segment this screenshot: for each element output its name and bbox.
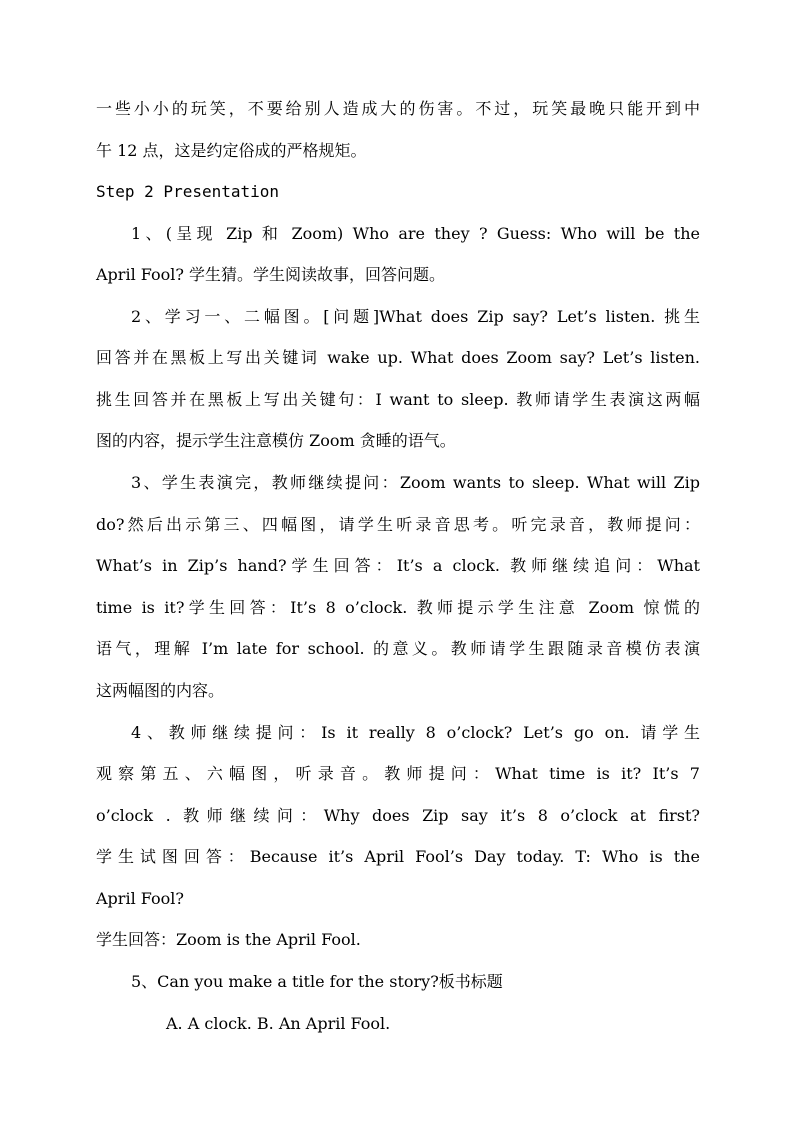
text-line: 2、学习一、二幅图。[问题]What does Zip say? Let’s listen. 挑生 xyxy=(131,307,700,326)
section-heading: Step 2 Presentation xyxy=(96,182,280,201)
text-line: 1、(呈现 Zip 和 Zoom) Who are they ? Guess: Who will be the xyxy=(131,224,700,243)
text-line: 图的内容，提示学生注意模仿 Zoom 贪睡的语气。 xyxy=(96,431,456,450)
text-line: 这两幅图的内容。 xyxy=(96,681,225,700)
text-line: 3、学生表演完，教师继续提问：Zoom wants to sleep. What will Zip xyxy=(131,473,700,492)
text-line: 语气，理解 I’m late for school. 的意义。教师请学生跟随录音模仿表演 xyxy=(96,639,700,658)
text-line: do?然后出示第三、四幅图，请学生听录音思考。听完录音，教师提问： xyxy=(96,515,700,534)
text-line: time is it?学生回答：It’s 8 o’clock. 教师提示学生注意 Zoom 惊慌的 xyxy=(96,598,700,617)
text-line: o’clock . 教师继续问：Why does Zip say it’s 8 o’clock at first? xyxy=(96,806,700,825)
text-line: 回答并在黑板上写出关键词 wake up. What does Zoom say? Let’s listen. xyxy=(96,348,700,367)
text-line: 学生试图回答：Because it’s April Fool’s Day today. T: Who is the xyxy=(96,847,700,866)
text-line: 5、Can you make a title for the story?板书标题 xyxy=(131,972,503,991)
text-line: 观察第五、六幅图，听录音。教师提问：What time is it? It’s 7 xyxy=(96,764,700,783)
text-line: April Fool? xyxy=(96,889,184,908)
text-line: 午 12 点，这是约定俗成的严格规矩。 xyxy=(96,141,367,160)
text-line: 学生回答：Zoom is the April Fool. xyxy=(96,930,361,949)
text-line: 4、教师继续提问：Is it really 8 o’clock? Let’s go on. 请学生 xyxy=(131,723,700,742)
text-line: What’s in Zip’s hand?学生回答：It’s a clock. 教师继续追问：What xyxy=(96,556,700,575)
text-line: April Fool? 学生猜。学生阅读故事，回答问题。 xyxy=(96,265,446,284)
text-line: 挑生回答并在黑板上写出关键句：I want to sleep. 教师请学生表演这两幅 xyxy=(96,390,700,409)
text-line: 一些小小的玩笑，不要给别人造成大的伤害。不过，玩笑最晚只能开到中 xyxy=(96,99,700,118)
options-line: A. A clock. B. An April Fool. xyxy=(166,1014,391,1033)
